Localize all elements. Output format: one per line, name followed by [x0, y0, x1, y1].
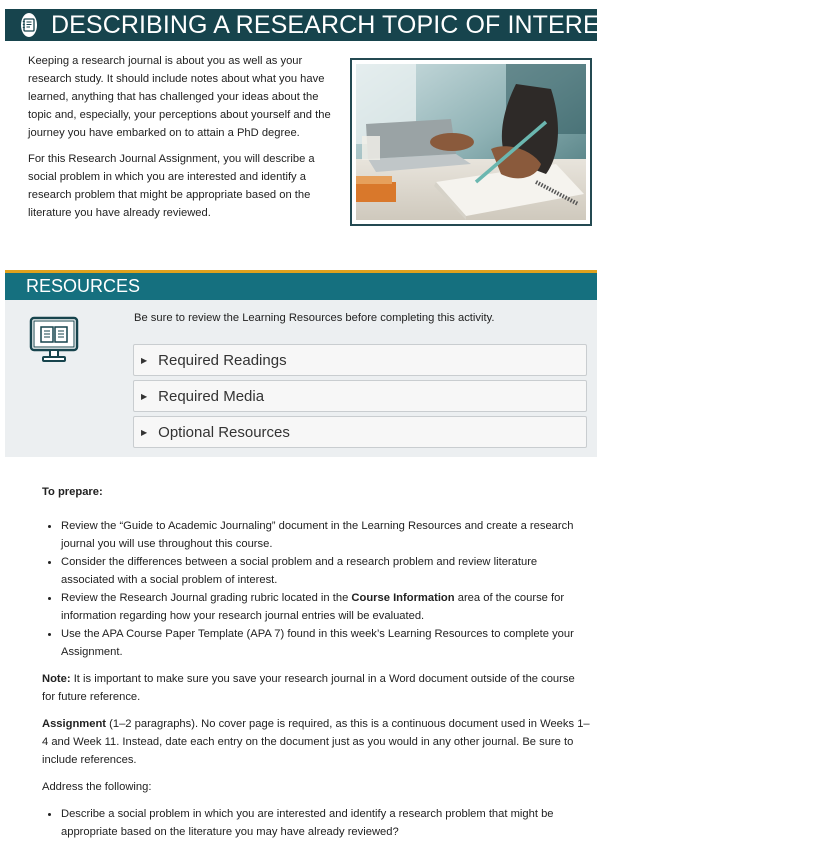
note-paragraph [42, 670, 590, 706]
list-item: Consider the differences between a social problem and a research problem and review literature associated with a social problem of interest. [42, 553, 590, 589]
assignment-label: Assignment [42, 718, 107, 730]
accordion-label: Required Media [158, 387, 265, 405]
address-list [42, 805, 590, 841]
resources-panel [5, 300, 597, 457]
instructions-section [42, 483, 590, 841]
accordion-required-media[interactable] [133, 380, 587, 412]
journal-icon [21, 13, 37, 37]
list-item: Use the APA Course Paper Template (APA 7) found in this week’s Learning Resources to complete your Assignment. [42, 625, 590, 661]
caret-right-icon: ▶ [141, 355, 148, 365]
accordion-required-readings[interactable] [133, 344, 587, 376]
to-prepare-heading: To prepare: [42, 486, 103, 498]
list-item-text: area of the course for information regarding how your research journal entries will be evaluated. [61, 592, 565, 622]
accordion-label: Optional Resources [158, 423, 290, 441]
resources-header [5, 270, 597, 300]
address-heading: Address the following: [42, 781, 152, 793]
photo-illustration [356, 64, 586, 220]
accordion-label: Required Readings [158, 351, 287, 369]
course-information-label: Course Information [351, 592, 455, 604]
list-item-text: Review the Research Journal grading rubric located in the [61, 592, 352, 604]
list-item [42, 589, 590, 625]
caret-right-icon: ▶ [141, 427, 148, 437]
page-header [5, 9, 632, 41]
page-title: DESCRIBING A RESEARCH TOPIC OF INTEREST [51, 10, 632, 39]
writing-photo [350, 58, 592, 226]
intro-paragraph: Keeping a research journal is about you as well as your research study. It should include notes about what you have learned, anything that has challenged your ideas about the topic and, especially, your perceptions about yourself and the journey you have embarked on to attain a PhD degree. [28, 55, 331, 139]
assignment-paragraph [42, 715, 590, 769]
note-label: Note: [42, 673, 71, 685]
list-item: Review the “Guide to Academic Journaling” document in the Learning Resources and create a research journal you will use throughout this course. [42, 517, 590, 553]
resources-title: RESOURCES [26, 276, 141, 296]
note-text: It is important to make sure you save your research journal in a Word document outside of the course for future reference. [42, 673, 575, 703]
assignment-text: (1–2 paragraphs). No cover page is required, as this is a continuous document used in Weeks 1–4 and Week 11. Instead, date each entry on the document just as you would in any other journal. Be sure to include references. [42, 718, 590, 766]
intro-section [28, 52, 340, 230]
caret-right-icon: ▶ [141, 391, 148, 401]
accordion-optional-resources[interactable] [133, 416, 587, 448]
monitor-book-icon [29, 316, 79, 364]
prepare-list [42, 517, 590, 661]
resources-note: Be sure to review the Learning Resources before completing this activity. [134, 312, 495, 324]
intro-paragraph: For this Research Journal Assignment, you will describe a social problem in which you are interested and identify a research problem that might be appropriate based on the literature you have already reviewed. [28, 153, 315, 219]
list-item: Describe a social problem in which you are interested and identify a research problem that might be appropriate based on the literature you may have already reviewed? [42, 805, 590, 841]
